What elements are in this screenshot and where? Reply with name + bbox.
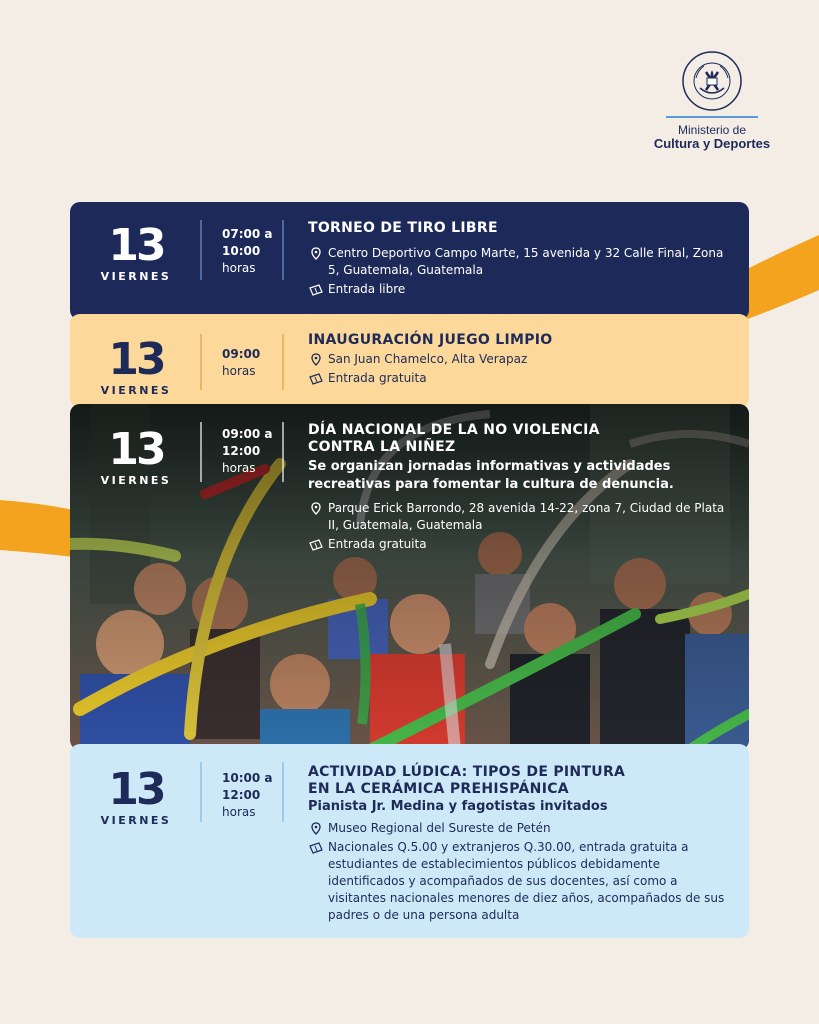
event-entry [308,839,729,924]
event-date [70,334,202,397]
event-time [222,770,282,821]
time-end: 12:00 [222,444,261,458]
event-time [222,426,282,477]
event-location [308,500,729,534]
event-entry [308,536,729,553]
event-entry [308,281,729,298]
event-card-torneo [70,202,749,320]
event-card-juego-limpio [70,314,749,408]
time-unit: horas [222,364,256,378]
time-unit: horas [222,461,256,475]
event-time [222,226,282,277]
event-title-line-2: CONTRA LA NIÑEZ [308,439,456,455]
logo-line-2: Cultura y Deportes [653,136,771,151]
location-text: Museo Regional del Sureste de Petén [328,821,551,835]
event-subtitle: Pianista Jr. Medina y fagotistas invitados [308,799,608,814]
event-weekday: VIERNES [100,474,172,487]
location-pin-icon [308,353,324,367]
event-title-line-1: DÍA NACIONAL DE LA NO VIOLENCIA [308,422,600,438]
ticket-icon [308,372,324,386]
ticket-icon [308,538,324,552]
event-weekday: VIERNES [100,270,172,283]
event-title-line-1: ACTIVIDAD LÚDICA: TIPOS DE PINTURA [308,764,626,780]
event-card-actividad-ludica [70,744,749,938]
event-content [308,764,729,924]
divider [200,220,202,280]
location-pin-icon [308,502,324,516]
location-text: Centro Deportivo Campo Marte, 15 avenida y 32 Calle Final, Zona 5, Guatemala, Guatemala [328,246,724,277]
entry-text: Nacionales Q.5.00 y extranjeros Q.30.00, entrada gratuita a estudiantes de establecimientos públicos debidamente identificados y acompañados de sus docentes, así como a visitantes nacionales menores de diez años, acompañados de sus padres o de una persona adulta [328,840,725,922]
location-pin-icon [308,822,324,836]
location-text: Parque Erick Barrondo, 28 avenida 14-22, zona 7, Ciudad de Plata II, Guatemala, Guatemala [328,501,725,532]
orange-swoosh-left [0,495,74,565]
event-date [70,424,202,487]
event-entry [308,370,729,387]
event-title-line-2: EN LA CERÁMICA PREHISPÁNICA [308,781,569,797]
event-time [222,346,282,380]
ticket-icon [308,283,324,297]
time-start: 10:00 a [222,771,273,785]
divider [200,762,202,822]
ticket-icon [308,841,324,855]
divider [200,422,202,482]
entry-text: Entrada gratuita [328,371,427,385]
time-start: 07:00 a [222,227,273,241]
event-content [308,220,729,298]
event-location [308,820,729,837]
event-date [70,220,202,283]
divider [282,220,284,280]
location-text: San Juan Chamelco, Alta Verapaz [328,352,528,366]
event-weekday: VIERNES [100,384,172,397]
divider [282,422,284,482]
ministry-logo [652,50,772,151]
divider [282,334,284,390]
location-pin-icon [308,247,324,261]
logo-divider [666,116,758,118]
event-card-no-violencia [70,404,749,750]
time-unit: horas [222,805,256,819]
event-day: 13 [108,220,164,271]
divider [282,762,284,822]
event-weekday: VIERNES [100,814,172,827]
event-location [308,351,729,368]
event-description: Se organizan jornadas informativas y actividades recreativas para fomentar la cultura de denuncia. [308,459,674,492]
event-location [308,245,729,279]
time-end: 10:00 [222,244,261,258]
entry-text: Entrada gratuita [328,537,427,551]
time-unit: horas [222,261,256,275]
divider [200,334,202,390]
time-start: 09:00 [222,347,261,361]
event-title: TORNEO DE TIRO LIBRE [308,220,498,236]
logo-line-1: Ministerio de [677,123,747,137]
event-day: 13 [108,424,164,475]
time-start: 09:00 a [222,427,273,441]
event-content [308,422,729,553]
event-content [308,332,729,387]
event-title: INAUGURACIÓN JUEGO LIMPIO [308,332,553,348]
time-end: 12:00 [222,788,261,802]
orange-swoosh-right [745,230,819,330]
entry-text: Entrada libre [328,282,406,296]
event-day: 13 [108,764,164,815]
event-day: 13 [108,334,164,385]
event-date [70,764,202,827]
guatemala-seal-icon [680,50,744,112]
